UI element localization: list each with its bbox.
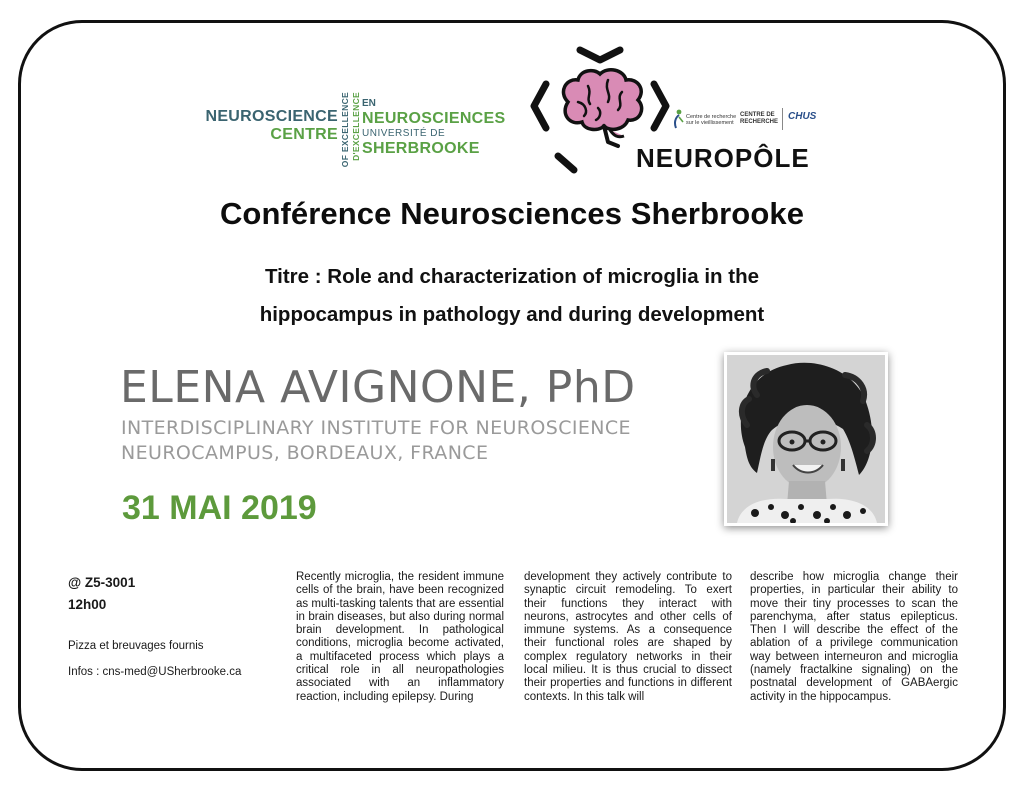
ncs-logo-right-text — [362, 98, 505, 158]
event-time: 12h00 — [68, 597, 107, 612]
ncs-logo-vertical-line: D'EXCELLENCE — [351, 92, 361, 161]
talk-title-line: Titre : Role and characterization of microglia in the — [265, 265, 759, 288]
abstract-column-2: development they actively contribute to synaptic circuit remodeling. To exert their functions they interact with neurons, astrocytes and other cells of immune systems. As a consequence their functional roles are shaped by complex regulatory networks in their local milieu. It is thus crucial to dissect their properties and functions in different contexts. In this talk will — [524, 571, 732, 703]
talk-title-line: hippocampus in pathology and during development — [259, 303, 765, 326]
talk-title — [0, 258, 1024, 334]
page-title: Conférence Neurosciences Sherbrooke — [219, 196, 805, 231]
event-contact: Infos : cns-med@USherbrooke.ca — [68, 666, 242, 678]
chus-name: CHUS — [788, 111, 817, 122]
speaker-institution-line: INTERDISCIPLINARY INSTITUTE FOR NEUROSCIENCE — [121, 417, 631, 439]
ncs-logo-line: NEUROSCIENCE — [205, 108, 338, 125]
ncs-logo-line: SHERBROOKE — [362, 140, 480, 157]
chus-cr-text — [740, 112, 778, 126]
speaker-photo — [724, 352, 888, 526]
ncs-logo-line: UNIVERSITÉ DE — [362, 128, 446, 139]
event-food: Pizza et breuvages fournis — [68, 640, 204, 652]
chus-cr-line: CENTRE DE — [740, 112, 775, 118]
ncs-logo-line: CENTRE — [270, 126, 338, 143]
person-icon — [670, 108, 686, 130]
speaker-institution-line: NEUROCAMPUS, BORDEAUX, FRANCE — [121, 442, 489, 464]
neuroscience-centre-logo — [198, 92, 518, 182]
chus-divider — [782, 108, 783, 130]
ncs-logo-vertical-line: OF EXCELLENCE — [340, 92, 350, 168]
speaker-portrait-image — [727, 355, 885, 523]
ncs-logo-line: NEUROSCIENCES — [362, 110, 506, 127]
event-info — [68, 572, 278, 680]
event-date: 31 MAI 2019 — [122, 489, 317, 527]
ncs-logo-line: EN — [362, 98, 376, 109]
speaker-name: ELENA AVIGNONE, PhD — [120, 362, 636, 413]
abstract-column-1: Recently microglia, the resident immune cells of the brain, have been recognized as multi-tasking talents that are essential in brain diseases, but also during normal brain development. In pathological conditions, microglia become activated, a multifaceted process which plays a critical role in all neuropathologies associated with an inflammatory reaction, including epilepsy. During — [296, 571, 504, 703]
speaker-institution — [121, 416, 631, 466]
chus-small-text — [686, 114, 736, 126]
ncs-logo-left-text — [205, 108, 338, 144]
chus-logo — [670, 108, 830, 134]
event-room: @ Z5-3001 — [68, 575, 136, 590]
chus-small-line: sur le vieillissement — [686, 120, 734, 126]
abstract-column-3: describe how microglia change their properties, in particular their ability to move their tiny processes to scan the parenchyma, after status epilepticus. Then I will describe the effect of the ablation of a privilege communication way between interneuron and microglia (namely fractalkine signaling) on the postnatal development of GABAergic activity in the hippocampus. — [750, 571, 958, 703]
chus-small-line: Centre de recherche — [686, 114, 737, 120]
neuropole-logo-text: NEUROPÔLE — [636, 143, 810, 173]
chus-cr-line: RECHERCHE — [740, 119, 779, 125]
